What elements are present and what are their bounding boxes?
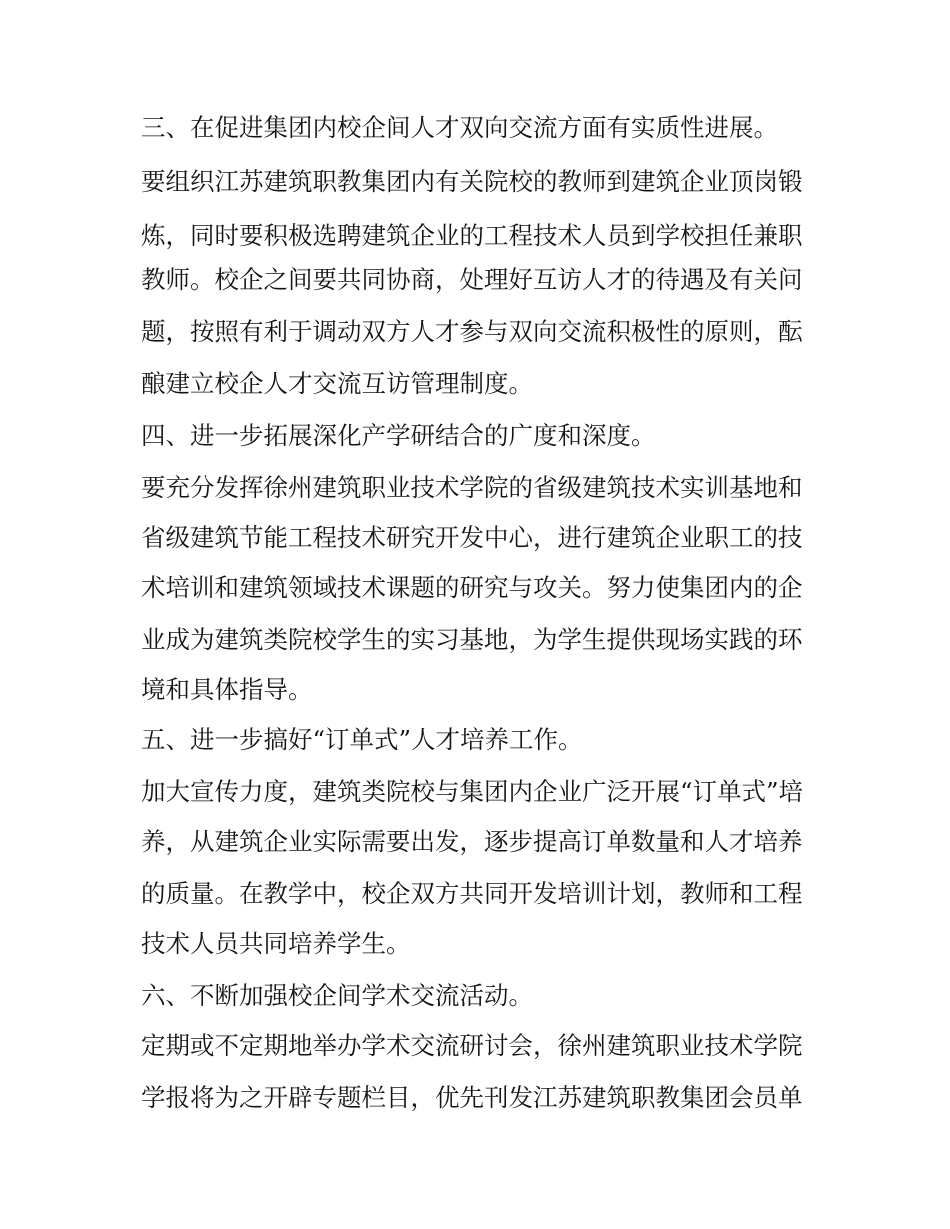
paragraph-line: 加大宣传力度，建筑类院校与集团内企业广泛开展“订单式”培 <box>141 777 804 806</box>
section-heading-3: 三、在促进集团内校企间人才双向交流方面有实质性进展。 <box>141 113 778 142</box>
paragraph-line: 的质量。在教学中，校企双方共同开发培训计划，教师和工程 <box>141 879 803 908</box>
paragraph-line: 境和具体指导。 <box>141 675 313 704</box>
paragraph-line: 术培训和建筑领域技术课题的研究与攻关。努力使集团内的企 <box>141 573 803 602</box>
paragraph-line: 酿建立校企人才交流互访管理制度。 <box>141 369 533 398</box>
paragraph-line: 要组织江苏建筑职教集团内有关院校的教师到建筑企业顶岗锻 <box>141 167 803 196</box>
paragraph-line: 题，按照有利于调动双方人才参与双向交流积极性的原则，酝 <box>141 317 803 346</box>
paragraph-line: 要充分发挥徐州建筑职业技术学院的省级建筑技术实训基地和 <box>141 473 803 502</box>
section-heading-6: 六、不断加强校企间学术交流活动。 <box>141 981 533 1010</box>
paragraph-line: 定期或不定期地举办学术交流研讨会，徐州建筑职业技术学院 <box>141 1031 803 1060</box>
paragraph-line: 教师。校企之间要共同协商，处理好互访人才的待遇及有关问 <box>141 265 803 294</box>
paragraph-line: 省级建筑节能工程技术研究开发中心，进行建筑企业职工的技 <box>141 523 803 552</box>
paragraph-line: 业成为建筑类院校学生的实习基地，为学生提供现场实践的环 <box>141 625 803 654</box>
section-heading-4: 四、进一步拓展深化产学研结合的广度和深度。 <box>141 421 656 450</box>
paragraph-line: 炼，同时要积极选聘建筑企业的工程技术人员到学校担任兼职 <box>141 221 803 250</box>
paragraph-line: 学报将为之开辟专题栏目，优先刊发江苏建筑职教集团会员单 <box>141 1083 803 1112</box>
section-heading-5: 五、进一步搞好“订单式”人才培养工作。 <box>141 725 583 754</box>
paragraph-line: 技术人员共同培养学生。 <box>141 929 411 958</box>
paragraph-line: 养，从建筑企业实际需要出发，逐步提高订单数量和人才培养 <box>141 827 803 856</box>
